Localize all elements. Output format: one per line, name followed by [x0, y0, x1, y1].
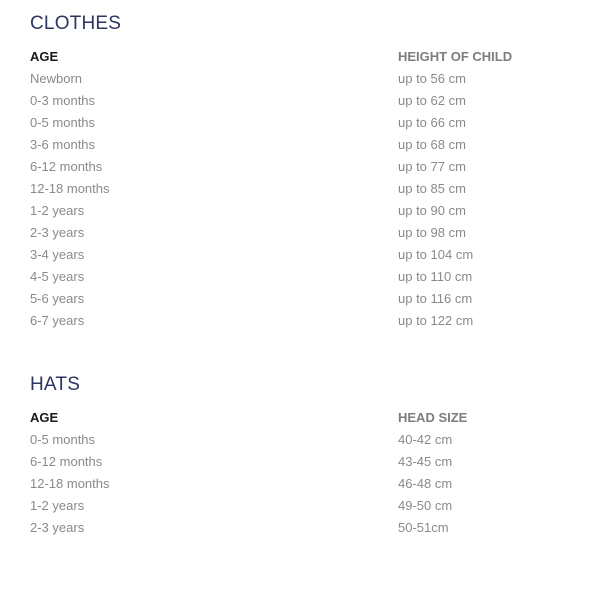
age-cell: 1-2 years [30, 498, 85, 513]
table-row [30, 156, 570, 178]
age-cell: 0-3 months [30, 93, 96, 108]
age-cell: Newborn [30, 71, 83, 86]
age-cell: 6-12 months [30, 159, 103, 174]
table-row [30, 473, 570, 495]
age-cell: 5-6 years [30, 291, 85, 306]
clothes-height-header: HEIGHT OF CHILD [398, 49, 513, 64]
age-cell: 0-5 months [30, 432, 96, 447]
clothes-section [30, 12, 570, 332]
table-row [30, 200, 570, 222]
height-cell: up to 56 cm [398, 71, 466, 86]
hats-size-table [30, 407, 570, 539]
height-cell: up to 68 cm [398, 137, 466, 152]
table-row [30, 495, 570, 517]
table-row [30, 68, 570, 90]
height-cell: up to 85 cm [398, 181, 466, 196]
age-cell: 6-7 years [30, 313, 85, 328]
age-cell: 4-5 years [30, 269, 85, 284]
age-cell: 12-18 months [30, 181, 110, 196]
clothes-title: CLOTHES [30, 13, 122, 34]
age-cell: 1-2 years [30, 203, 85, 218]
hats-head-size-header: HEAD SIZE [398, 410, 468, 425]
height-cell: up to 62 cm [398, 93, 466, 108]
table-row [30, 178, 570, 200]
table-row [30, 112, 570, 134]
age-cell: 12-18 months [30, 476, 110, 491]
hats-title: HATS [30, 374, 81, 395]
height-cell: up to 90 cm [398, 203, 466, 218]
table-row [30, 310, 570, 332]
height-cell: up to 116 cm [398, 291, 473, 306]
table-row [30, 90, 570, 112]
height-cell: up to 122 cm [398, 313, 474, 328]
table-row [30, 134, 570, 156]
table-row [30, 517, 570, 539]
head-size-cell: 49-50 cm [398, 498, 453, 513]
clothes-size-table [30, 46, 570, 332]
table-row [30, 222, 570, 244]
table-row [30, 451, 570, 473]
table-row [30, 288, 570, 310]
age-cell: 0-5 months [30, 115, 96, 130]
height-cell: up to 104 cm [398, 247, 474, 262]
age-cell: 3-6 months [30, 137, 96, 152]
height-cell: up to 110 cm [398, 269, 473, 284]
age-cell: 2-3 years [30, 520, 85, 535]
table-row [30, 244, 570, 266]
head-size-cell: 43-45 cm [398, 454, 453, 469]
head-size-cell: 40-42 cm [398, 432, 453, 447]
clothes-age-header: AGE [30, 49, 59, 64]
head-size-cell: 50-51cm [398, 520, 449, 535]
height-cell: up to 77 cm [398, 159, 466, 174]
hats-table-header [30, 407, 570, 429]
clothes-table-header [30, 46, 570, 68]
hats-age-header: AGE [30, 410, 59, 425]
head-size-cell: 46-48 cm [398, 476, 453, 491]
table-row [30, 429, 570, 451]
age-cell: 6-12 months [30, 454, 103, 469]
age-cell: 2-3 years [30, 225, 85, 240]
hats-section [30, 373, 570, 539]
table-row [30, 266, 570, 288]
height-cell: up to 98 cm [398, 225, 466, 240]
height-cell: up to 66 cm [398, 115, 466, 130]
age-cell: 3-4 years [30, 247, 85, 262]
